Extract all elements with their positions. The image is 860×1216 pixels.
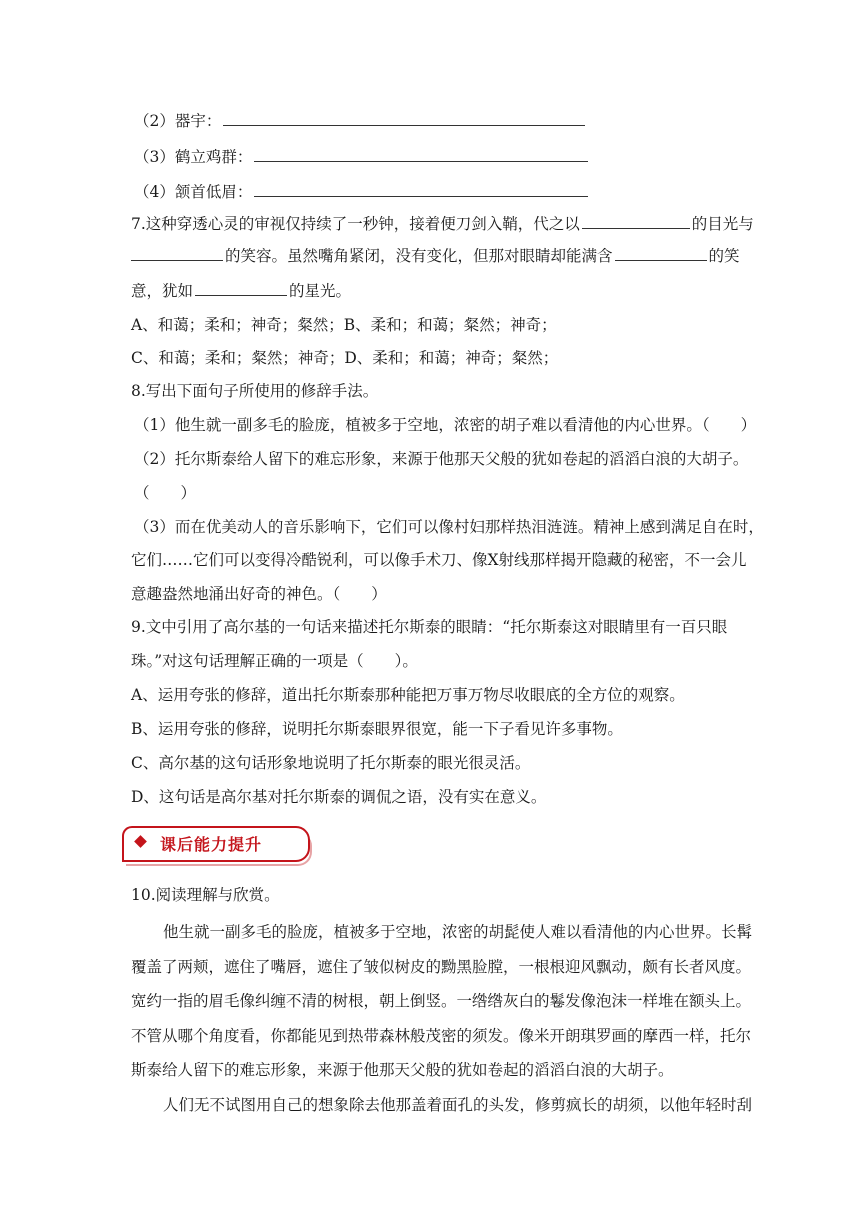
q7-text: 的星光。 [289, 282, 352, 300]
fill-blank-4[interactable] [195, 281, 287, 296]
q9-stem-line-1: 9.文中引用了高尔基的一句话来描述托尔斯泰的眼睛：“托尔斯泰这对眼睛里有一百只眼 [131, 618, 728, 636]
q7-line-2 [131, 245, 740, 267]
q9-stem-line-2: 珠。”对这句话理解正确的一项是（ ）。 [131, 652, 418, 670]
q8-sentence-3-line-3: 意趣盎然地涌出好奇的神色。（ ） [131, 585, 387, 603]
q8-sentence-2: （2）托尔斯泰给人留下的难忘形象，来源于他那天父般的犹如卷起的滔滔白浪的大胡子。 [134, 450, 749, 468]
passage-line: 宽约一指的眉毛像纠缠不清的树根，朝上倒竖。一绺绺灰白的鬈发像泡沫一样堆在额头上。 [131, 992, 752, 1010]
section-title: 课后能力提升 [160, 835, 263, 854]
q8-sentence-1: （1）他生就一副多毛的脸庞，植被多于空地，浓密的胡子难以看清他的内心世界。（ ） [134, 416, 757, 434]
answer-line[interactable] [254, 182, 588, 197]
passage-line: 他生就一副多毛的脸庞，植被多于空地，浓密的胡髭使人难以看清他的内心世界。长髯 [163, 923, 753, 941]
q7-text: 的目光与 [691, 215, 754, 233]
q8-stem: 8.写出下面句子所使用的修辞手法。 [131, 382, 379, 400]
q6-item-2-label: （2）器宇： [134, 112, 222, 130]
q6-item-2 [134, 110, 587, 132]
q6-item-3-label: （3）鹤立鸡群： [134, 148, 253, 166]
passage-line: 覆盖了两颊，遮住了嘴唇，遮住了皱似树皮的黝黑脸膛，一根根迎风飘动，颇有长者风度。 [131, 958, 752, 976]
passage-line: 不管从哪个角度看，你都能见到热带森林般茂密的须发。像米开朗琪罗画的摩西一样，托尔 [131, 1027, 752, 1045]
q8-sentence-2-answer: （ ） [134, 484, 197, 502]
q9-option-a: A、运用夸张的修辞，道出托尔斯泰那种能把万事万物尽收眼底的全方位的观察。 [131, 686, 685, 704]
q9-option-d: D、这句话是高尔基对托尔斯泰的调侃之语，没有实在意义。 [131, 788, 547, 806]
q6-item-4-label: （4）颔首低眉： [134, 183, 253, 201]
answer-line[interactable] [254, 147, 588, 162]
fill-blank-3[interactable] [615, 246, 707, 261]
q9-option-b: B、运用夸张的修辞，说明托尔斯泰眼界很宽，能一下子看见许多事物。 [131, 720, 623, 738]
q9-option-c: C、高尔基的这句话形象地说明了托尔斯泰的眼光很灵活。 [131, 754, 531, 772]
passage-line: 斯泰给人留下的难忘形象，来源于他那天父般的犹如卷起的滔滔白浪的大胡子。 [131, 1061, 674, 1079]
section-header [122, 826, 312, 864]
q10-stem: 10.阅读理解与欣赏。 [131, 886, 280, 904]
q7-text: 的笑容。虽然嘴角紧闭，没有变化，但那对眼睛却能满含 [225, 247, 613, 265]
fill-blank-2[interactable] [131, 246, 223, 261]
q6-item-3 [134, 146, 590, 168]
q8-sentence-3-line-2: 它们……它们可以变得冷酷锐利，可以像手术刀、像Ⅹ射线那样揭开隐藏的秘密，不一会儿 [131, 551, 747, 569]
q8-sentence-3-line-1: （3）而在优美动人的音乐影响下，它们可以像村妇那样热泪涟涟。精神上感到满足自在时， [134, 518, 764, 536]
q7-options-cd: C、和蔼；柔和；粲然；神奇；D、柔和；和蔼；神奇；粲然； [131, 349, 559, 367]
passage-line: 人们无不试图用自己的想象除去他那盖着面孔的头发，修剪疯长的胡须，以他年轻时刮 [163, 1096, 753, 1114]
q7-text: 意，犹如 [131, 282, 194, 300]
q7-text: 7.这种穿透心灵的审视仅持续了一秒钟，接着便刀剑入鞘，代之以 [131, 215, 580, 233]
answer-line[interactable] [223, 111, 585, 126]
fill-blank-1[interactable] [582, 214, 690, 229]
q7-options-ab: A、和蔼；柔和；神奇；粲然；B、柔和；和蔼；粲然；神奇； [131, 316, 557, 334]
q7-line-1 [131, 213, 754, 235]
q7-line-3 [131, 280, 351, 302]
q6-item-4 [134, 181, 590, 203]
q7-text: 的笑 [708, 247, 740, 265]
